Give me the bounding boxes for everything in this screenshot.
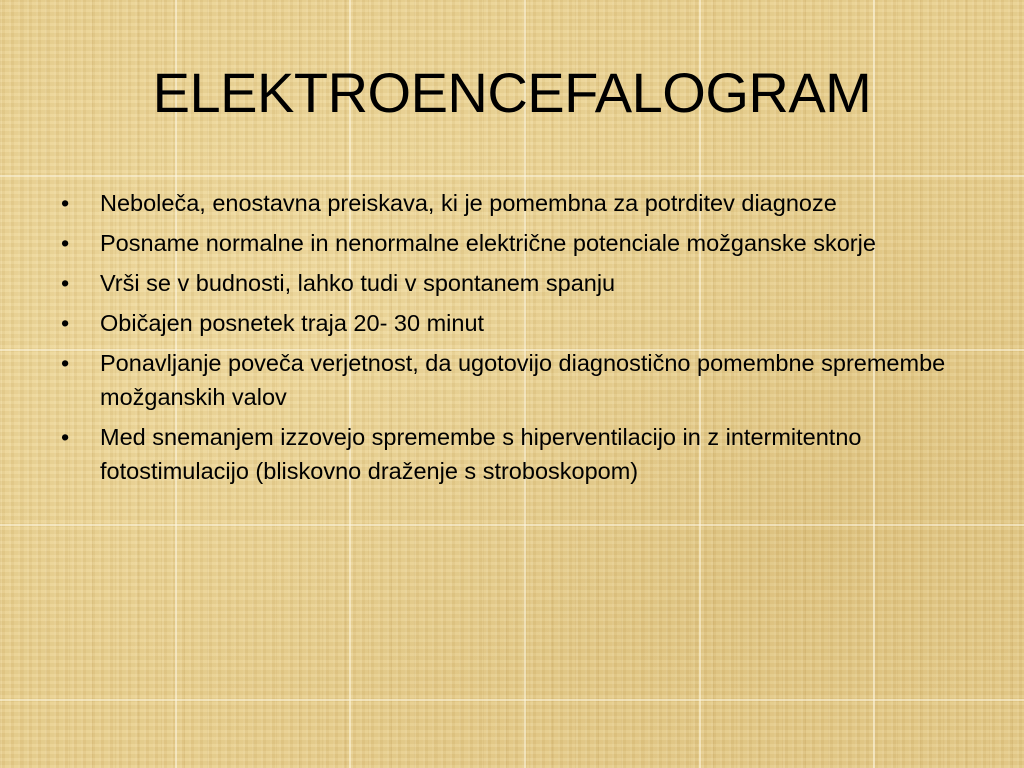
bullet-text: Običajen posnetek traja 20- 30 minut bbox=[100, 310, 485, 336]
texture-seam bbox=[0, 524, 1024, 526]
bullet-item bbox=[55, 346, 975, 414]
bullet-icon: • bbox=[61, 310, 70, 336]
bullet-item bbox=[55, 266, 975, 300]
bullet-text: Posname normalne in nenormalne električne potenciale možganske skorje bbox=[100, 230, 876, 256]
texture-seam bbox=[0, 699, 1024, 701]
bullet-icon: • bbox=[61, 270, 70, 296]
bullet-item bbox=[55, 306, 975, 340]
texture-seam bbox=[0, 175, 1024, 177]
bullet-icon: • bbox=[61, 350, 70, 376]
bullet-list bbox=[55, 186, 975, 494]
bullet-icon: • bbox=[61, 230, 70, 256]
bullet-item bbox=[55, 226, 975, 260]
slide-title: ELEKTROENCEFALOGRAM bbox=[152, 61, 872, 124]
bullet-item bbox=[55, 186, 975, 220]
bullet-icon: • bbox=[61, 190, 70, 216]
bullet-icon: • bbox=[61, 424, 70, 450]
bullet-item bbox=[55, 420, 975, 488]
bullet-text: Vrši se v budnosti, lahko tudi v spontanem spanju bbox=[100, 270, 616, 296]
bullet-text: Med snemanjem izzovejo spremembe s hiperventilacijo in z intermitentno fotostimulacijo (bliskovno draženje s stroboskopom) bbox=[100, 424, 862, 484]
bullet-text: Neboleča, enostavna preiskava, ki je pomembna za potrditev diagnoze bbox=[100, 190, 837, 216]
bullet-text: Ponavljanje poveča verjetnost, da ugotovijo diagnostično pomembne spremembe možganskih valov bbox=[100, 350, 946, 410]
